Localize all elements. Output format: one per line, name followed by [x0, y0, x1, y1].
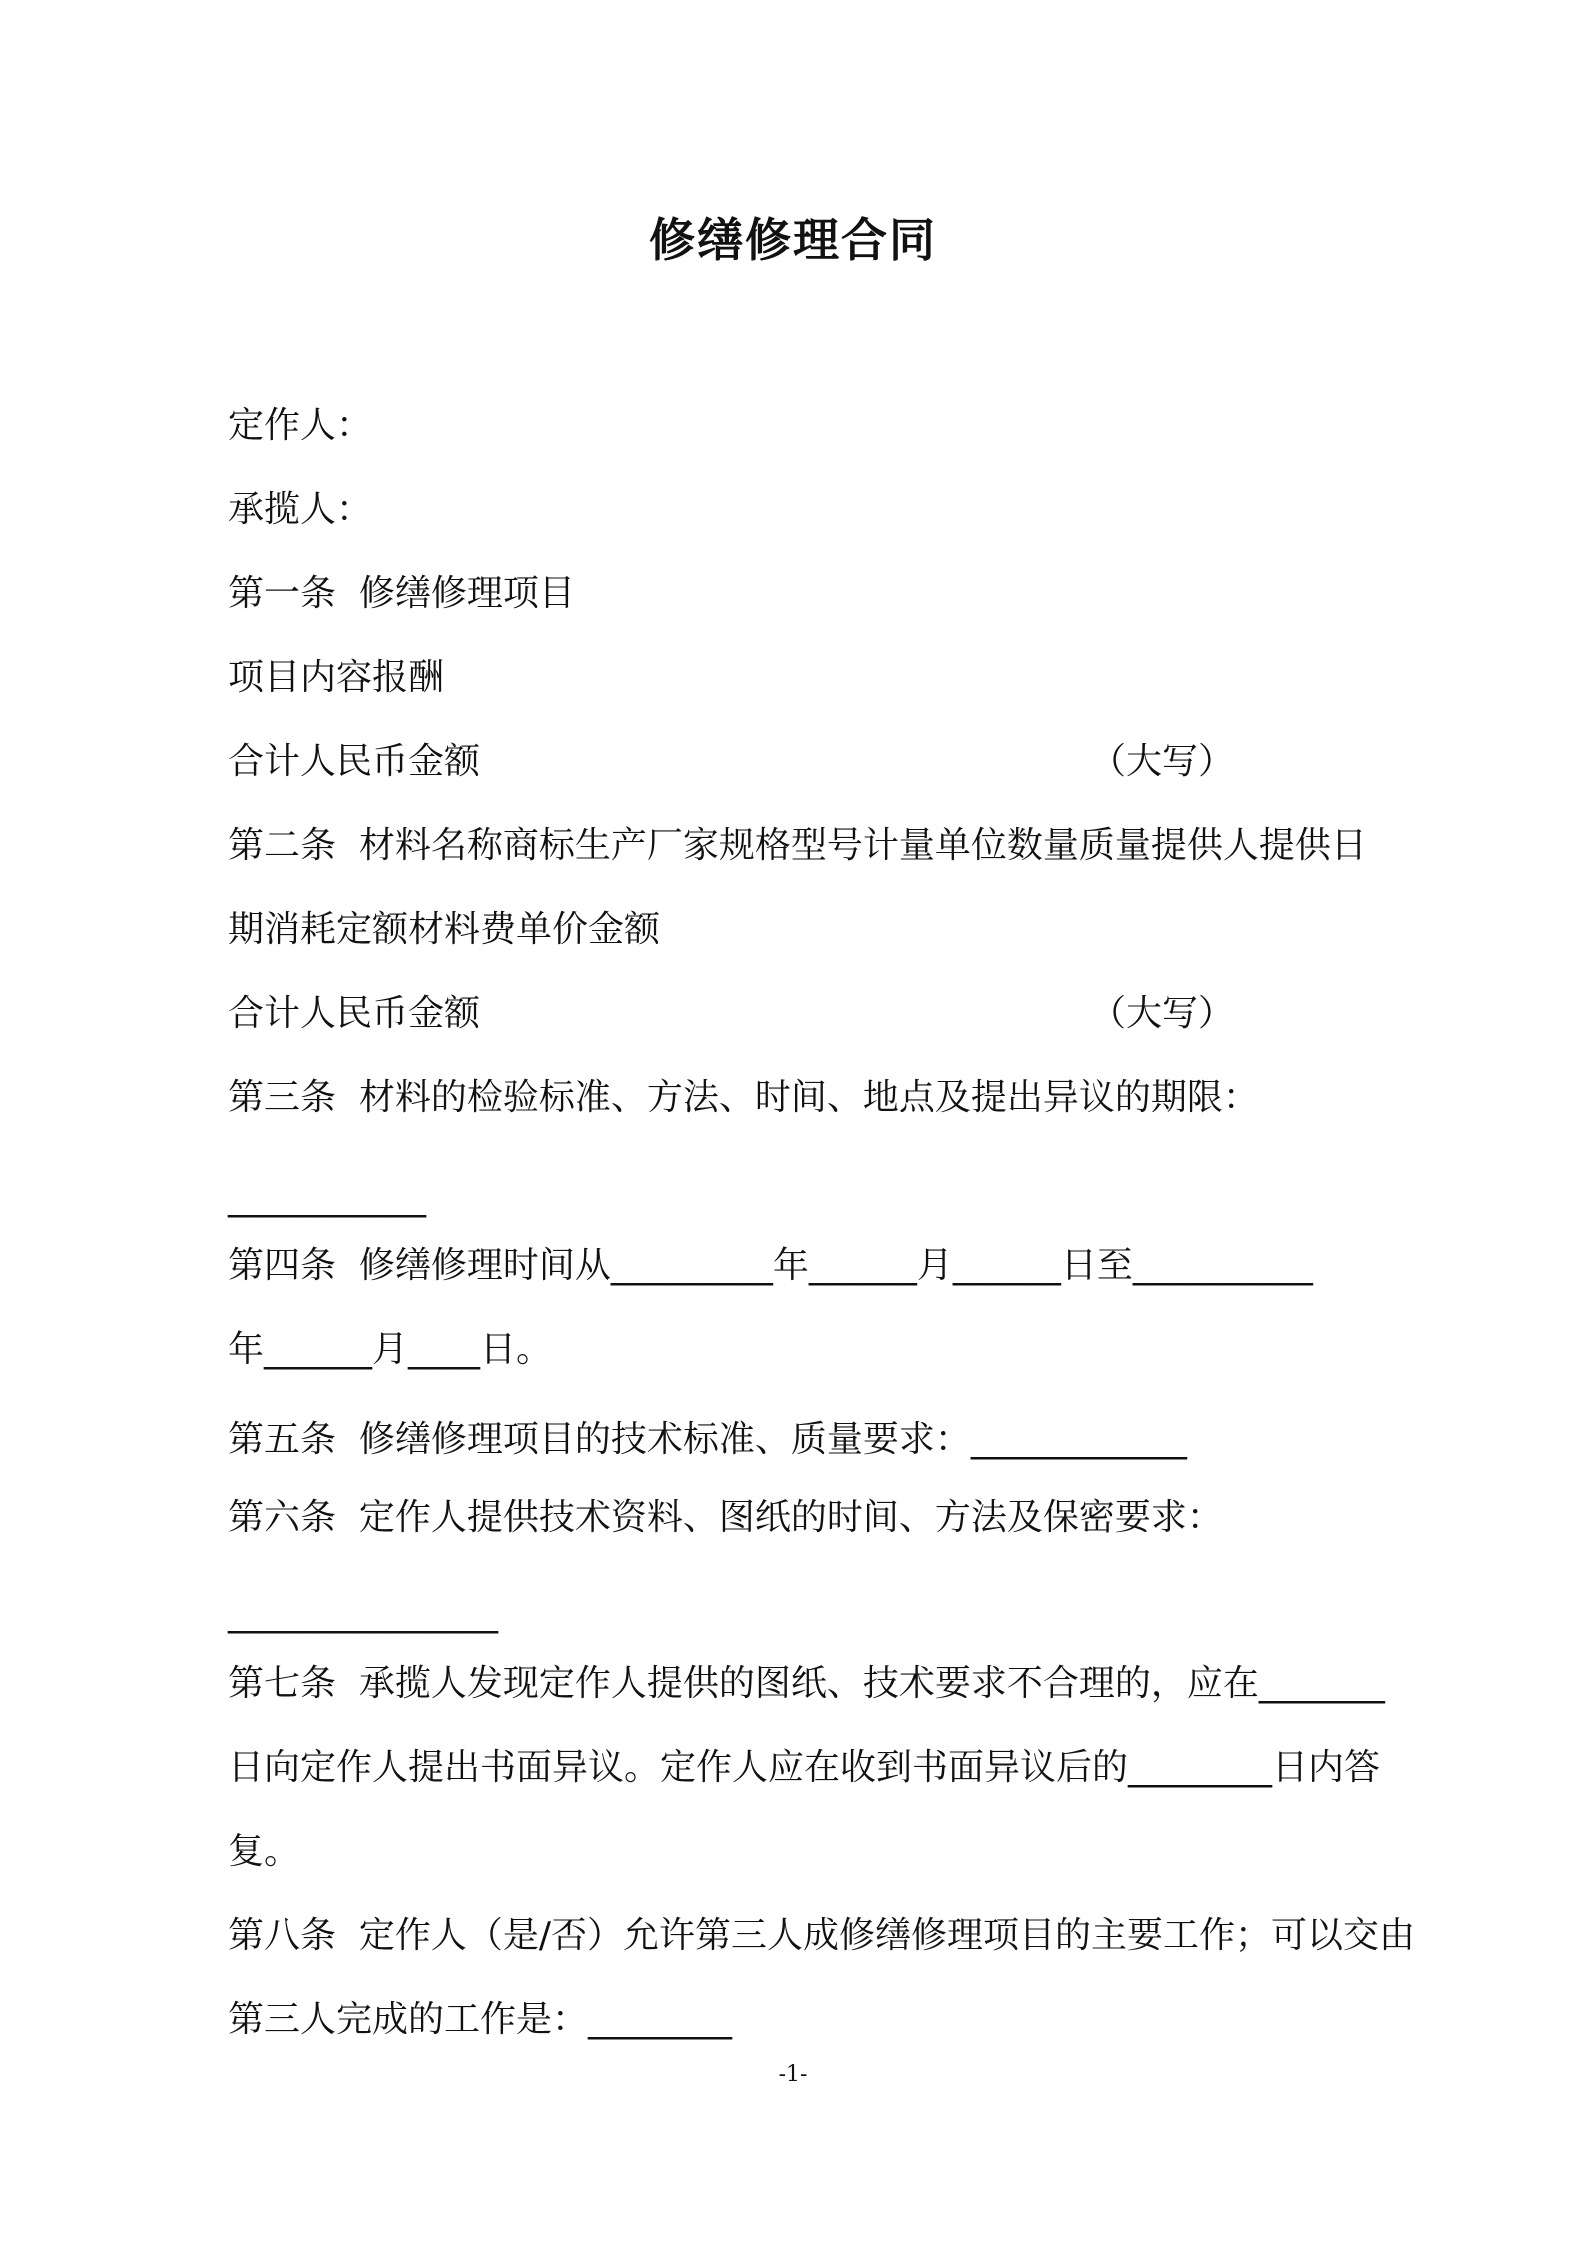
article-8-line-2: 第三人完成的工作是：________ [228, 1999, 733, 2040]
party-b-line: 承揽人： [228, 489, 373, 530]
article-4-line-1: 第四条 修缮修理时间从_________年______月______日至__________ [228, 1245, 1313, 1286]
article-3-blank: ___________ [228, 1177, 426, 1218]
article-7-line-1: 第七条 承揽人发现定作人提供的图纸、技术要求不合理的，应在_______ [228, 1663, 1385, 1704]
article-6-line: 第六条 定作人提供技术资料、图纸的时间、方法及保密要求： [228, 1497, 1223, 1538]
uppercase-note-2: （大写） [1090, 993, 1235, 1034]
uppercase-note-1: （大写） [1090, 741, 1235, 782]
article-1-heading: 第一条 修缮修理项目 [228, 573, 575, 614]
article-7-line-2: 日向定作人提出书面异议。定作人应在收到书面异议后的________日内答 [228, 1747, 1381, 1788]
page-number: -1- [778, 2062, 808, 2087]
article-6-blank: _______________ [228, 1593, 498, 1634]
party-a-line: 定作人： [228, 405, 373, 446]
total-amount-line-1: 合计人民币金额 [228, 741, 481, 782]
page-title: 修缮修理合同 [649, 213, 937, 267]
item-content-line: 项目内容报酬 [228, 657, 445, 698]
article-2-line-1: 第二条 材料名称商标生产厂家规格型号计量单位数量质量提供人提供日 [228, 825, 1367, 866]
article-2-line-2: 期消耗定额材料费单价金额 [228, 909, 661, 950]
total-amount-line-2: 合计人民币金额 [228, 993, 481, 1034]
article-8-line-1: 第八条 定作人（是/否）允许第三人成修缮修理项目的主要工作；可以交由 [228, 1915, 1416, 1956]
article-4-line-2: 年______月____日。 [228, 1329, 553, 1370]
article-5-line: 第五条 修缮修理项目的技术标准、质量要求：____________ [228, 1419, 1187, 1460]
article-7-line-3: 复。 [228, 1831, 301, 1872]
article-3-line: 第三条 材料的检验标准、方法、时间、地点及提出异议的期限： [228, 1077, 1259, 1118]
